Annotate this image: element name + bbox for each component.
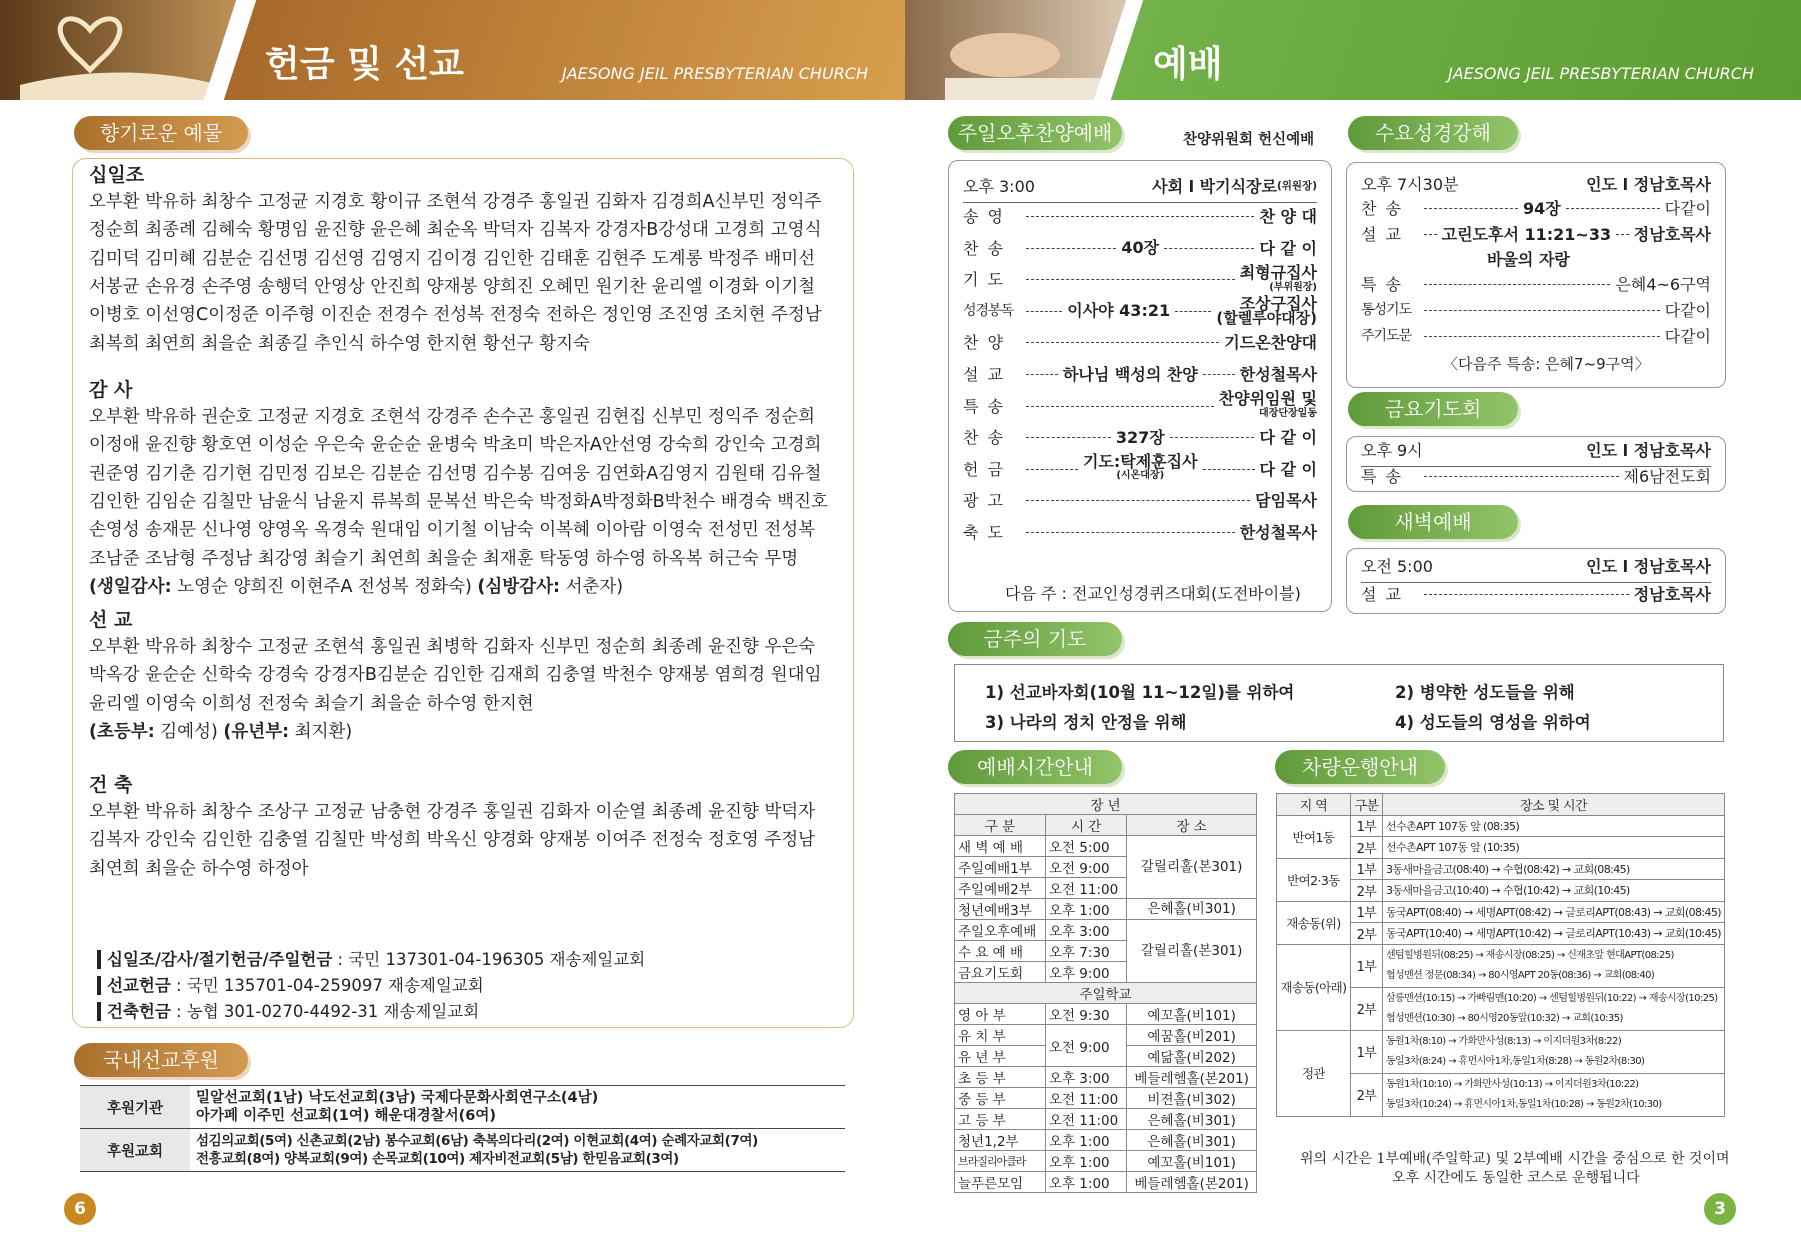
wed-order-value: 다같이 — [1664, 301, 1711, 320]
sunday-order-person — [1255, 491, 1317, 511]
offering-pill: 향기로운 예물 — [74, 116, 248, 150]
account-2-label: 선교헌금 — [97, 976, 171, 995]
times-name: 고 등 부 — [955, 1109, 1046, 1130]
support-row-2 — [80, 1129, 845, 1172]
times-name: 주일오후예배 — [955, 920, 1046, 941]
car-route-line: 센텀힐병원뒤(08:25) → 재송시장(08:25) → 신재초앞 현대APT(08:25) — [1385, 949, 1674, 961]
times-time: 오전 9:30 — [1045, 1004, 1126, 1025]
times-name: 금요기도회 — [955, 962, 1046, 983]
car-part: 2부 — [1350, 1073, 1382, 1116]
times-name: 청년1,2부 — [955, 1130, 1046, 1151]
car-part: 1부 — [1350, 944, 1382, 987]
times-school-row — [955, 1151, 1257, 1172]
sunday-order-key: 특 송 — [963, 396, 1005, 416]
support-label-1: 후원기관 — [80, 1086, 190, 1129]
car-part: 2부 — [1350, 880, 1382, 902]
offering-extra-text: 서춘자) — [560, 576, 624, 597]
car-route — [1382, 944, 1724, 987]
sunday-order-key: 찬 양 — [963, 333, 1005, 353]
car-route-line: 동국APT(10:40) → 세명APT(10:42) → 글로리APT(10:43) → 교회(10:45) — [1385, 927, 1721, 941]
wed-order-key: 찬 송 — [1361, 199, 1403, 218]
dawn-row-key: 설 교 — [1361, 585, 1403, 604]
sunday-order-item — [1115, 427, 1165, 447]
times-school-title-row — [955, 983, 1257, 1004]
offering-extra-text: 노영순 양희진 이현주A 전성복 정화숙) — [171, 576, 478, 597]
offering-name-line: 최연희 최을순 하수영 하정아 — [89, 858, 309, 879]
times-school-row — [955, 1109, 1257, 1130]
right-header-subtitle: JAESONG JEIL PRESBYTERIAN CHURCH — [1448, 64, 1754, 83]
times-place: 예닮홀(비202) — [1127, 1046, 1257, 1067]
sunday-order-key: 성경봉독 — [963, 302, 1014, 319]
wed-time: 오후 7시30분 — [1361, 175, 1459, 194]
times-adult-row — [955, 836, 1257, 857]
sunday-order-person — [1259, 209, 1317, 224]
times-time: 오후 1:00 — [1045, 1172, 1126, 1193]
times-adult-title-row — [955, 794, 1257, 815]
dawn-leader: 인도 l 정남호목사 — [1586, 557, 1711, 576]
car-route — [1382, 1073, 1724, 1116]
times-name: 브라질리아클라 — [955, 1151, 1046, 1172]
offering-section-title: 건 축 — [89, 774, 133, 796]
sunday-order-person-text: 다 같 이 — [1259, 238, 1317, 258]
sunday-order-person — [1240, 525, 1317, 540]
sunday-leader-sub: (위원장) — [1276, 180, 1317, 192]
sunday-order-person-sub: 대장단장일동 — [1259, 408, 1317, 420]
car-body — [1277, 815, 1725, 1116]
times-time: 오후 9:00 — [1045, 962, 1126, 983]
times-time: 오후 3:00 — [1045, 920, 1126, 941]
times-time: 오전 5:00 — [1045, 836, 1126, 857]
sunday-order-person-text: 찬양위임원 및 — [1218, 389, 1317, 409]
sunday-order-item-text: 이사야 43:21 — [1067, 301, 1171, 321]
wed-order-key: 설 교 — [1361, 225, 1403, 244]
sunday-pill: 주일오후찬양예배 — [948, 116, 1122, 150]
account-3-label: 건축헌금 — [97, 1002, 171, 1021]
prayer-2: 2) 병약한 성도들을 위해 — [1395, 683, 1575, 702]
car-route-line: 선수촌APT 107동 앞 (10:35) — [1385, 841, 1520, 855]
wed-order-item: 고린도후서 11:21~33 — [1441, 225, 1612, 244]
car-part: 1부 — [1350, 858, 1382, 880]
support-table — [80, 1085, 845, 1172]
offering-name-line: 이정애 윤진향 황호연 이성순 우은숙 윤순순 윤병숙 박초미 박은자A안선영 강숙희 강인숙 고경희 — [89, 435, 822, 456]
car-route-line: 동일3차(10:24) → 휴먼시아1차,동일1차(10:28) → 동원2차(10:30) — [1385, 1098, 1662, 1110]
car-part: 2부 — [1350, 837, 1382, 859]
account-2-text: : 국민 135701-04-259097 재송제일교회 — [170, 976, 484, 995]
sunday-order-person — [1239, 262, 1317, 295]
times-name: 초 등 부 — [955, 1067, 1046, 1088]
dawn-row-value: 정남호목사 — [1633, 585, 1711, 604]
car-part: 1부 — [1350, 815, 1382, 837]
sunday-order-item-text: 기도:탁제훈집사 — [1082, 452, 1198, 472]
car-table — [1276, 793, 1725, 1117]
offering-name-line: 오부환 박유하 권순호 고정균 지경호 조현석 강경주 손수곤 홍일권 김현집 신부민 정익주 정순희 — [89, 407, 816, 427]
wed-order-row — [1361, 219, 1711, 250]
sunday-order-item-text: 327장 — [1115, 427, 1165, 447]
sunday-order-item-sub: (시온대장) — [1116, 470, 1165, 482]
times-pill: 예배시간안내 — [948, 750, 1122, 784]
times-school-row — [955, 1067, 1257, 1088]
times-school-row — [955, 1130, 1257, 1151]
dawn-row — [1361, 579, 1711, 610]
times-place: 은혜홀(비301) — [1127, 899, 1257, 920]
wed-order-row — [1361, 321, 1711, 352]
sunday-order-person-sub: (할렐루야대장) — [1216, 309, 1317, 328]
offering-name-line: 김인한 김임순 김칠만 남윤식 남윤지 류복희 문복선 박은숙 박정화A박정화B박천수 배경숙 백진호 — [89, 491, 828, 512]
times-school-row — [955, 1025, 1257, 1046]
left-header-subtitle: JAESONG JEIL PRESBYTERIAN CHURCH — [562, 64, 868, 83]
offering-name-line: 김복자 강인숙 김인한 김충열 김칠만 박성희 박옥신 양경화 양재봉 이여주 전정숙 정호영 주정남 — [89, 830, 816, 851]
sunday-order-person-sub: (부위원장) — [1269, 281, 1317, 293]
fri-row — [1361, 461, 1711, 492]
dawn-time: 오전 5:00 — [1361, 557, 1433, 576]
wed-order-value: 은혜4~6구역 — [1615, 275, 1711, 294]
offering-section-title: 십일조 — [89, 164, 145, 186]
offering-section-title: 감 사 — [89, 379, 133, 401]
offering-name-line: 이병호 이선영C이정준 이주형 이진순 전경수 전성복 전정숙 전하은 정인영 조진영 조치현 주정남 — [89, 305, 822, 326]
wed-order-value: 정남호목사 — [1633, 225, 1712, 244]
car-route-line: 협성맨션 정문(08:34) → 80시영APT 20동(08:36) → 교회(08:40) — [1385, 969, 1655, 981]
sunday-head — [963, 171, 1317, 203]
sunday-order-row — [963, 517, 1317, 548]
sunday-order-person-text: 한성철목사 — [1239, 523, 1317, 542]
dawn-box — [1346, 548, 1726, 614]
car-area: 반여1동 — [1277, 815, 1351, 858]
times-time: 오전 11:00 — [1045, 1088, 1126, 1109]
wed-sermon-title: 바울의 자랑 — [1487, 250, 1570, 269]
sunday-order-row — [963, 485, 1317, 516]
sunday-order-person-text: 기드온찬양대 — [1224, 333, 1317, 353]
times-name: 중 등 부 — [955, 1088, 1046, 1109]
car-route — [1382, 858, 1724, 880]
car-route — [1382, 901, 1724, 923]
offering-extra-label: (초등부: — [89, 721, 155, 742]
prayer-1: 1) 선교바자회(10월 11~12일)를 위하여 — [985, 683, 1295, 702]
times-place: 예꼬홀(비101) — [1127, 1151, 1257, 1172]
dawn-pill: 새벽예배 — [1348, 505, 1518, 539]
sunday-order-key: 기 도 — [963, 270, 1005, 290]
wed-order-key: 주기도문 — [1361, 328, 1412, 344]
offering-section-title: 선 교 — [89, 609, 133, 631]
offering-extra-line — [89, 573, 623, 601]
car-route-line: 3동새마을금고(08:40) → 수협(08:42) → 교회(08:45) — [1385, 862, 1630, 876]
sunday-order-key: 찬 송 — [963, 238, 1005, 258]
sunday-order-row — [963, 264, 1317, 295]
left-header-title: 헌금 및 선교 — [265, 44, 464, 85]
times-place: 은혜홀(비301) — [1127, 1109, 1257, 1130]
times-place: 베들레헴홀(본201) — [1127, 1067, 1257, 1088]
car-area: 재송동(아래) — [1277, 944, 1351, 1030]
account-3-text: : 농협 301-0270-4492-31 재송제일교회 — [170, 1002, 480, 1021]
car-route — [1382, 1030, 1724, 1073]
prayer-3: 3) 나라의 정치 안정을 위해 — [985, 713, 1187, 732]
sunday-order-person-text: 다 같 이 — [1259, 428, 1317, 448]
car-pill: 차량운행안내 — [1275, 750, 1445, 784]
wed-box — [1346, 162, 1726, 388]
sunday-order-key: 설 교 — [963, 365, 1005, 384]
times-time: 오후 1:00 — [1045, 899, 1126, 920]
right-header — [905, 0, 1801, 100]
sunday-order-person — [1240, 367, 1317, 382]
support-row-1 — [80, 1086, 845, 1129]
car-part: 1부 — [1350, 901, 1382, 923]
times-name: 청년예배3부 — [955, 899, 1046, 920]
car-route-line: 동국APT(08:40) → 세명APT(08:42) → 글로리APT(08:43) → 교회(08:45) — [1385, 905, 1721, 919]
times-col-2: 시 간 — [1045, 815, 1126, 836]
car-row — [1277, 944, 1725, 987]
times-name: 수 요 예 배 — [955, 941, 1046, 962]
sunday-order-key: 광 고 — [963, 491, 1005, 511]
wed-leader: 인도 l 정남호목사 — [1586, 175, 1711, 194]
offering-name-line: 손영성 송재문 신나영 양영옥 옥경숙 원대임 이기철 이남숙 이복혜 이아람 이영숙 전성민 전성복 — [89, 520, 816, 541]
account-2 — [97, 972, 484, 1000]
car-route — [1382, 880, 1724, 902]
sunday-order-person-text: 한성철목사 — [1239, 365, 1318, 384]
sunday-order-item — [1062, 364, 1198, 384]
right-header-title: 예배 — [1153, 44, 1223, 85]
offering-name-line: 김미덕 김미혜 김분순 김선명 김선영 김영지 김이경 김인한 김태훈 김현주 도계롱 박정주 배미선 — [89, 248, 816, 269]
car-route-line: 동일3차(8:24) → 휴먼시아1차,동일1차(8:28) → 동원2차(8:30) — [1385, 1055, 1645, 1067]
times-place: 비젼홀(비302) — [1127, 1088, 1257, 1109]
times-name: 유 치 부 — [955, 1025, 1046, 1046]
times-time: 오전 11:00 — [1045, 878, 1126, 899]
times-name: 영 아 부 — [955, 1004, 1046, 1025]
sunday-order-person-text: 담임목사 — [1255, 491, 1317, 511]
times-time: 오전 11:00 — [1045, 1109, 1126, 1130]
sunday-box — [948, 160, 1332, 612]
times-place: 갈릴리홀(본301) — [1127, 920, 1257, 983]
times-place: 갈릴리홀(본301) — [1127, 836, 1257, 899]
car-part: 2부 — [1350, 923, 1382, 945]
sunday-note: 찬양위원회 헌신예배 — [1183, 132, 1315, 148]
sunday-order-row — [963, 233, 1317, 264]
sunday-order-person — [1216, 296, 1317, 326]
wed-next: 〈다음주 특송: 은혜7~9구역〉 — [1443, 355, 1650, 373]
fri-row-value: 제6남전도회 — [1623, 467, 1711, 486]
offering-name-line: 정순희 최종례 김혜숙 황명임 윤진향 윤은혜 최순옥 박덕자 김복자 강경자B강성대 고경희 고영식 — [89, 220, 822, 241]
support-text-2: 섬김의교회(5여) 신촌교회(2남) 봉수교회(6남) 축복의다리(2여) 이현교회(4여) 순례자교회(7여) 전흥교회(8여) 양복교회(9여) 손목교회(10여) 제자비전교회(5남) 한믿음교회(3여) — [190, 1129, 845, 1172]
wed-pill: 수요성경강해 — [1348, 116, 1518, 150]
times-time: 오전 9:00 — [1045, 1025, 1126, 1067]
offering-name-line: 권준영 김기춘 김기현 김민정 김보은 김분순 김선명 김수봉 김여웅 김연화A김영지 김원태 김유철 — [89, 463, 822, 484]
sunday-order-person-text: 다 같 이 — [1259, 459, 1318, 479]
page-number-right: 3 — [1704, 1193, 1736, 1225]
sunday-order-item — [1121, 238, 1160, 258]
times-place: 베들레헴홀(본201) — [1127, 1172, 1257, 1193]
sunday-leader: 사회 l 박기식장로 — [1152, 177, 1277, 196]
fri-leader: 인도 l 정남호목사 — [1586, 441, 1711, 460]
car-route — [1382, 837, 1724, 859]
sunday-next: 다음 주 : 전교인성경퀴즈대회(도전바이블) — [1005, 584, 1301, 603]
sunday-order-person — [1224, 333, 1317, 353]
sunday-order-person — [1219, 391, 1317, 421]
times-time: 오전 9:00 — [1045, 857, 1126, 878]
car-area: 재송동(위) — [1277, 901, 1351, 944]
times-time: 오후 1:00 — [1045, 1130, 1126, 1151]
sunday-order-row — [963, 454, 1317, 485]
times-adult — [955, 836, 1257, 983]
times-col-1: 구 분 — [955, 815, 1046, 836]
times-name: 주일예배1부 — [955, 857, 1046, 878]
wed-order-key: 통성기도 — [1361, 302, 1412, 318]
sunday-order-person — [1259, 459, 1318, 479]
page-number-left: 6 — [64, 1193, 96, 1225]
car-part: 1부 — [1350, 1030, 1382, 1073]
car-col-row — [1277, 794, 1725, 816]
offering-extra-line — [89, 718, 352, 746]
offering-name-line: 최복희 최연희 최을순 최종길 추인식 하수영 한지현 황선구 황지숙 — [89, 333, 590, 354]
account-3 — [97, 998, 479, 1026]
sunday-order-row — [963, 201, 1317, 232]
times-place: 예꿈홀(비201) — [1127, 1025, 1257, 1046]
times-school-row — [955, 1088, 1257, 1109]
account-1-text: : 국민 137301-04-196305 재송제일교회 — [332, 950, 646, 969]
times-table — [954, 793, 1257, 1193]
sunday-order-row — [963, 359, 1317, 390]
offering-name-line: 조남준 조남형 주정남 최강영 최슬기 최연희 최을순 최재훈 탁동영 하수영 하옥복 허근숙 무명 — [89, 548, 799, 569]
offering-extra-label: (심방감사: — [477, 576, 560, 597]
sunday-order-row — [963, 391, 1317, 422]
offering-name-line: 박옥강 윤순순 신학숙 강경숙 강경자B김분순 김인한 김재희 김충열 박천수 양재봉 염희경 원대임 — [89, 665, 822, 686]
offering-name-line: 오부환 박유하 최창수 고정균 조현석 홍일권 최병학 김화자 신부민 정순희 최종례 윤진향 우은숙 — [89, 637, 816, 657]
car-col-2: 구분 — [1350, 794, 1382, 816]
car-route-line: 동원1차(8:10) → 가화만사성(8:13) → 이지더원3차(8:22) — [1385, 1035, 1622, 1047]
times-school — [955, 1004, 1257, 1193]
car-route-line: 동원1차(10:10) → 가화만사성(10:13) → 이지더원3차(10:22) — [1385, 1078, 1639, 1090]
times-adult-title: 장 년 — [955, 794, 1257, 815]
wed-order-value: 다같이 — [1664, 199, 1712, 218]
fri-pill: 금요기도회 — [1348, 392, 1518, 426]
sunday-order-row — [963, 327, 1317, 358]
sunday-order-row — [963, 422, 1317, 453]
times-adult-row — [955, 920, 1257, 941]
times-col-3: 장 소 — [1127, 815, 1257, 836]
sunday-order-key: 헌 금 — [963, 459, 1005, 479]
fri-row-key: 특 송 — [1361, 467, 1403, 486]
account-1-label: 십일조/감사/절기헌금/주일헌금 — [97, 950, 332, 969]
sunday-order-person-text: 조상구집사 — [1239, 294, 1317, 314]
mission-pill: 국내선교후원 — [74, 1043, 248, 1077]
car-route-line: 3동새마을금고(10:40) → 수협(10:42) → 교회(10:45) — [1385, 884, 1630, 898]
car-part: 2부 — [1350, 987, 1382, 1030]
times-name: 유 년 부 — [955, 1046, 1046, 1067]
times-time: 오후 1:00 — [1045, 1151, 1126, 1172]
car-route — [1382, 923, 1724, 945]
car-row — [1277, 815, 1725, 837]
times-place: 예꼬홀(비101) — [1127, 1004, 1257, 1025]
times-col-row — [955, 815, 1257, 836]
car-col-3: 장소 및 시간 — [1382, 794, 1724, 816]
car-col-1: 지 역 — [1277, 794, 1351, 816]
car-area: 반여2·3동 — [1277, 858, 1351, 901]
sunday-time: 오후 3:00 — [963, 177, 1035, 196]
times-name: 늘푸른모임 — [955, 1172, 1046, 1193]
times-adult-row — [955, 899, 1257, 920]
car-row — [1277, 901, 1725, 923]
sunday-order-item-text: 40장 — [1121, 238, 1160, 258]
prayer-pill: 금주의 기도 — [948, 622, 1122, 656]
left-header — [0, 0, 905, 100]
sunday-order-key: 축 도 — [963, 523, 1005, 542]
times-place: 은혜홀(비301) — [1127, 1130, 1257, 1151]
support-text-1: 밀알선교회(1남) 낙도선교회(3남) 국제다문화사회연구소(4남) 아가페 이주민 선교회(1여) 해운대경찰서(6여) — [190, 1086, 845, 1129]
sunday-order-key: 찬 송 — [963, 428, 1005, 448]
offering-name-line: 서봉균 손유경 손주영 송행덕 안영상 안진희 양재봉 양희진 오혜민 원기찬 윤리엘 이경화 이기철 — [89, 276, 816, 297]
offering-extra-text: 최지환) — [289, 721, 353, 742]
car-row — [1277, 1030, 1725, 1073]
sunday-order-key: 송 영 — [963, 207, 1005, 226]
car-area: 정관 — [1277, 1030, 1351, 1116]
times-school-row — [955, 1172, 1257, 1193]
offering-name-line: 오부환 박유하 최창수 고정균 지경호 황이규 조현석 강경주 홍일권 김화자 김경희A신부민 정익주 — [89, 192, 822, 212]
car-note-1: 위의 시간은 1부예배(주일학교) 및 2부예배 시간을 중심으로 한 것이며 — [1300, 1151, 1730, 1167]
wed-order-item: 94장 — [1522, 199, 1561, 218]
times-time: 오후 3:00 — [1045, 1067, 1126, 1088]
car-route — [1382, 815, 1724, 837]
times-school-row — [955, 1004, 1257, 1025]
times-time: 오후 7:30 — [1045, 941, 1126, 962]
sunday-order-item — [1067, 301, 1171, 321]
sunday-order-person — [1259, 238, 1317, 258]
offering-extra-text: 김예성) — [154, 721, 224, 742]
car-route-line: 선수촌APT 107동 앞 (08:35) — [1385, 819, 1520, 833]
support-label-2: 후원교회 — [80, 1129, 190, 1172]
offering-extra-label: (유년부: — [223, 721, 290, 742]
fri-time: 오후 9시 — [1361, 441, 1423, 460]
offering-extra-label: (생일감사: — [89, 576, 172, 597]
times-name: 새 벽 예 배 — [955, 836, 1046, 857]
offering-name-line: 오부환 박유하 최창수 조상구 고정균 남충현 강경주 홍일권 김화자 이순열 최종례 윤진향 박덕자 — [89, 802, 816, 822]
car-route-line: 협성맨션(10:30) → 80시영20동앞(10:32) → 교회(10:35) — [1385, 1012, 1623, 1024]
account-1 — [97, 946, 645, 974]
car-route-line: 삼릉맨션(10:15) → 가빠림맨(10:20) → 센텀힐병원뒤(10:22) → 재송시장(10:25) — [1385, 992, 1718, 1004]
sunday-order-item — [1082, 452, 1198, 483]
sunday-order-person-text: 찬 양 대 — [1259, 207, 1317, 226]
wed-order-value: 다같이 — [1664, 327, 1711, 346]
prayer-4: 4) 성도들의 영성을 위하여 — [1395, 713, 1591, 732]
sunday-order-person — [1259, 428, 1317, 448]
car-row — [1277, 858, 1725, 880]
wed-order-key: 특 송 — [1361, 275, 1403, 294]
offering-name-line: 윤리엘 이영숙 이희성 전정숙 최슬기 최을순 하수영 한지현 — [89, 693, 534, 714]
prayer-box — [954, 664, 1724, 742]
car-note-2: 오후 시간에도 동일한 코스로 운행됩니다 — [1392, 1170, 1640, 1186]
fri-box — [1346, 436, 1726, 492]
times-name: 주일예배2부 — [955, 878, 1046, 899]
sunday-order-row — [963, 296, 1317, 327]
sunday-order-item-text: 하나님 백성의 찬양 — [1062, 364, 1198, 384]
sunday-order-person-text: 최형규집사 — [1239, 262, 1317, 282]
times-school-title: 주일학교 — [955, 983, 1257, 1004]
car-route — [1382, 987, 1724, 1030]
